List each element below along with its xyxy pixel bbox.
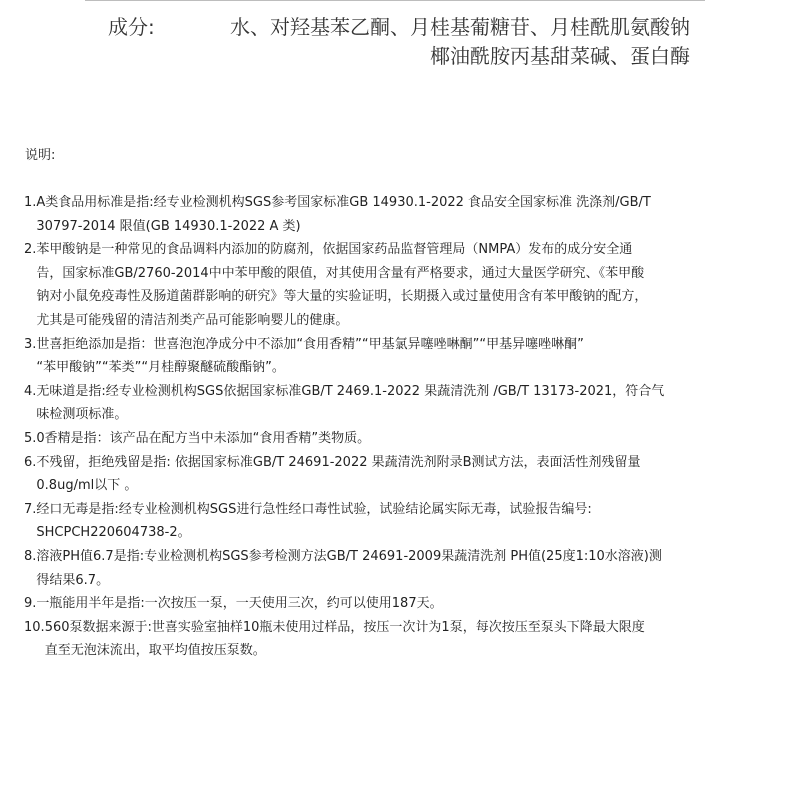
note-line: 无味道是指:经专业检测机构SGS依据国家标准GB/T 2469.1-2022 果蔬清洗剂 /GB/T 13173-2021，符合气 (36, 383, 665, 399)
top-divider (85, 0, 705, 1)
note-line: A类食品用标准是指:经专业检测机构SGS参考国家标准GB 14930.1-2022 食品安全国家标准 洗涤剂/GB/T (36, 195, 651, 210)
note-number: 5. (24, 430, 37, 446)
note-number: 9. (24, 596, 37, 612)
ingredients-line-1: 水、对羟基苯乙酮、月桂基葡糖苷、月桂酰肌氨酸钠 (230, 15, 690, 39)
note-line: 30797-2014 限值(GB 14930.1-2022 A 类) (36, 218, 301, 234)
note-item-1 (24, 191, 770, 238)
note-line: 味检测项标准。 (36, 407, 128, 423)
note-item-8 (24, 545, 770, 592)
note-text (36, 238, 770, 332)
note-line: 尤其是可能残留的清洁剂类产品可能影响婴儿的健康。 (36, 312, 349, 328)
note-item-4 (24, 380, 770, 427)
note-text (36, 592, 770, 616)
ingredients-line-2: 椰油酰胺丙基甜菜碱、蛋白酶 (430, 44, 690, 68)
note-line: 溶液PH值6.7是指:专业检测机构SGS参考检测方法GB/T 24691-2009果蔬清洗剂 PH值(25度1:10水溶液)测 (36, 548, 662, 564)
note-line: 告，国家标准GB/2760-2014中中苯甲酸的限值，对其使用含量有严格要求，通过大量医学研究、《苯甲酸 (36, 265, 645, 281)
note-text (36, 333, 770, 380)
note-text (36, 545, 770, 592)
note-line: 得结果6.7。 (36, 572, 110, 588)
note-line: 直至无泡沫流出，取平均值按压泵数。 (44, 643, 266, 659)
note-number: 1. (24, 195, 37, 210)
note-line: 钠对小鼠免疫毒性及肠道菌群影响的研究》等大量的实验证明，长期摄入或过量使用含有苯甲酸钠的配方， (36, 289, 648, 305)
note-text (45, 616, 770, 663)
note-text (36, 380, 770, 427)
note-number: 3. (24, 336, 37, 352)
note-line: 560泵数据来源于:世喜实验室抽样10瓶未使用过样品，按压一次计为1泵，每次按压至泵头下降最大限度 (44, 619, 645, 635)
note-number: 4. (24, 383, 37, 399)
note-line: 世喜拒绝添加是指：世喜泡泡净成分中不添加“食用香精”“甲基氯异噻唑啉酮”“甲基异噻唑啉酮” (36, 336, 584, 352)
note-number: 7. (24, 501, 37, 517)
note-item-6 (24, 451, 770, 498)
note-line: 0.8ug/ml以下 。 (36, 478, 138, 494)
note-text (36, 427, 770, 451)
ingredients-label: 成分: (108, 15, 155, 39)
note-number: 10. (24, 619, 45, 635)
note-text (36, 191, 770, 238)
note-item-2 (24, 238, 770, 332)
note-text (36, 498, 770, 545)
note-item-7 (24, 498, 770, 545)
note-number: 2. (24, 242, 37, 258)
note-line: 0香精是指：该产品在配方当中未添加“食用香精”类物质。 (36, 430, 371, 446)
note-number: 8. (24, 548, 37, 564)
notes-list (24, 191, 770, 663)
note-item-9 (24, 592, 770, 616)
note-line: 不残留，拒绝残留是指: 依据国家标准GB/T 24691-2022 果蔬清洗剂附录B测试方法，表面活性剂残留量 (36, 454, 641, 470)
note-number: 6. (24, 454, 37, 470)
note-item-3 (24, 333, 770, 380)
note-line: 一瓶能用半年是指:一次按压一泵，一天使用三次，约可以使用187天。 (36, 596, 443, 612)
note-item-5 (24, 427, 770, 451)
note-line: SHCPCH220604738-2。 (36, 525, 191, 541)
note-line: “苯甲酸钠”“苯类”“月桂醇聚醚硫酸酯钠”。 (36, 360, 285, 376)
notes-title: 说明: (25, 148, 56, 163)
note-item-10 (24, 616, 770, 663)
note-text (36, 451, 770, 498)
note-line: 经口无毒是指:经专业检测机构SGS进行急性经口毒性试验，试验结论属实际无毒，试验报告编号: (36, 501, 592, 517)
note-line: 苯甲酸钠是一种常见的食品调料内添加的防腐剂，依据国家药品监督管理局（NMPA）发布的成分安全通 (36, 242, 633, 258)
